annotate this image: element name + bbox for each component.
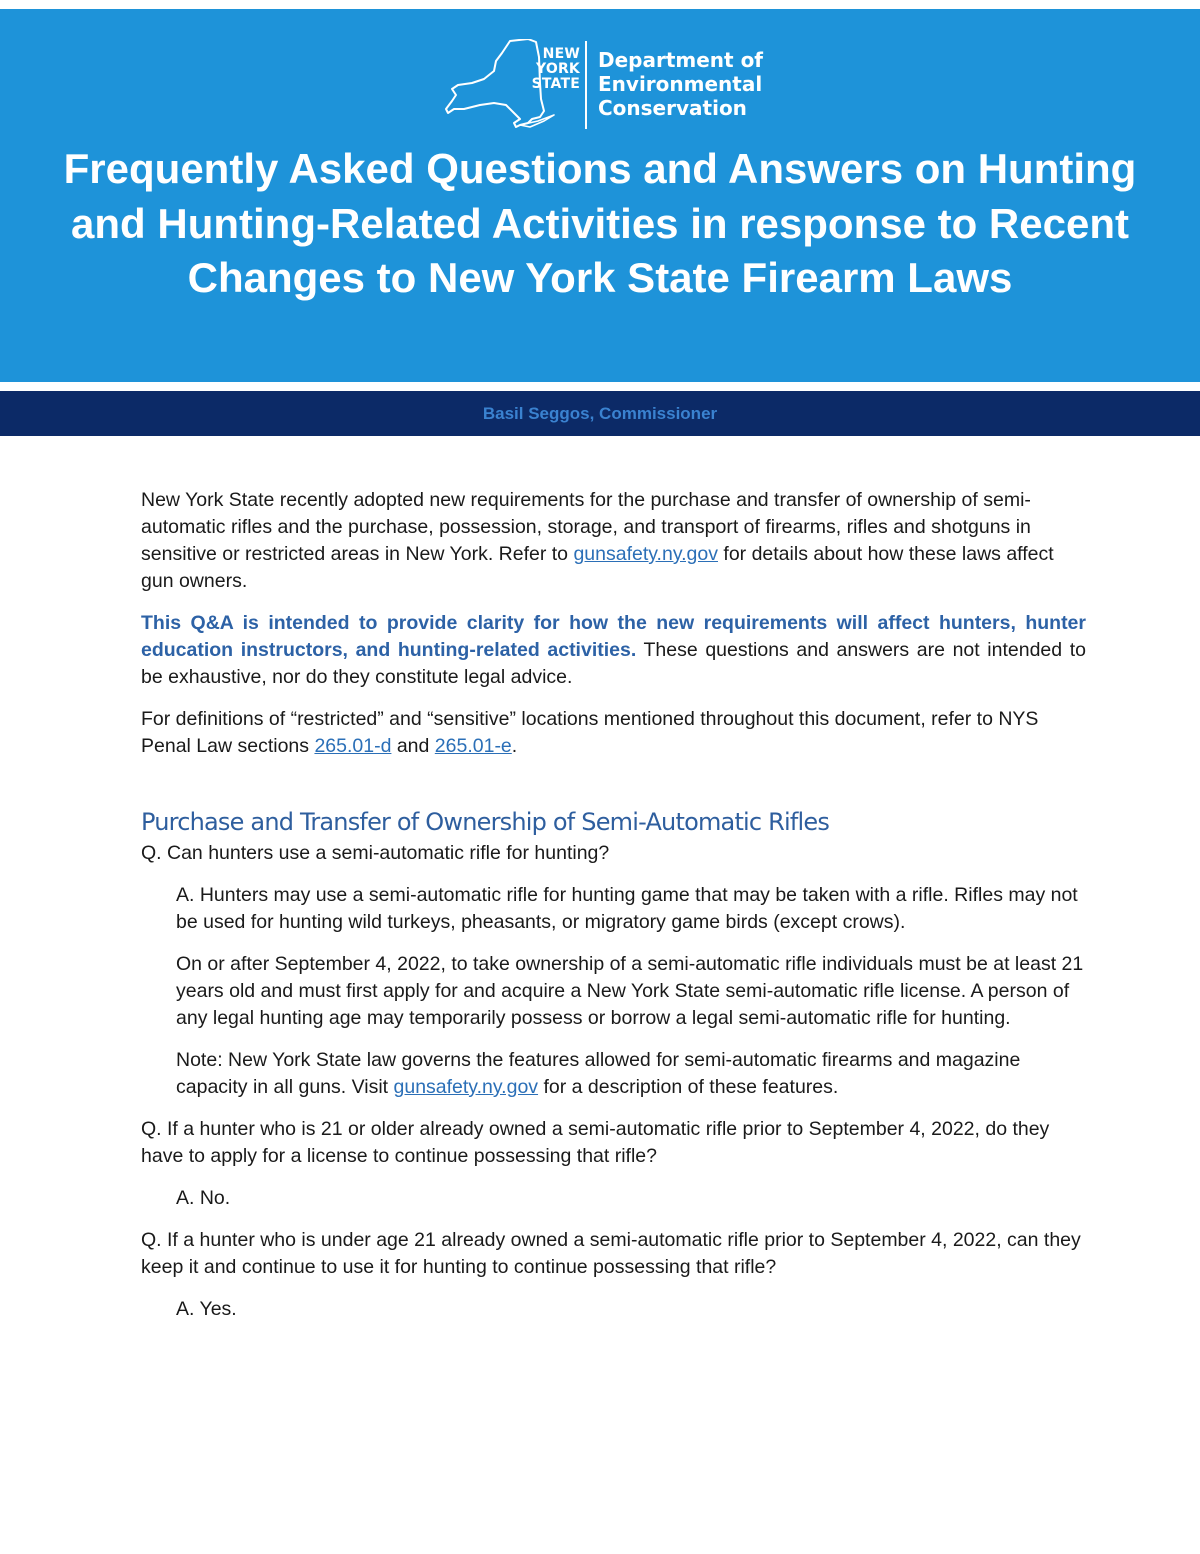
logo-divider xyxy=(585,41,587,129)
gunsafety-link[interactable]: gunsafety.ny.gov xyxy=(573,543,718,565)
penal-law-265-01-e-link[interactable]: 265.01-e xyxy=(434,735,512,757)
answer-3: A. Yes. xyxy=(176,1298,237,1320)
commissioner-name: Basil Seggos, Commissioner xyxy=(482,404,718,423)
nys-dec-logo xyxy=(444,39,764,131)
question-3: Q. If a hunter who is under age 21 already owned a semi-automatic rifle prior to September 4, 2022, can they keep it and continue to use it for hunting to continue possessing that rifle? xyxy=(141,1229,1081,1278)
logo-department-text: Department of Environmental Conservation xyxy=(598,48,764,120)
intro-paragraph: New York State recently adopted new requirements for the purchase and transfer of ownership of semi-automatic rifles and the purchase, possession, storage, and transport of firearms, rifles and shotguns in sensitive or restricted areas in New York. Refer to gunsafety.ny.gov for details about how these laws affect gun owners. xyxy=(141,489,1054,592)
answer-2: A. No. xyxy=(176,1187,231,1209)
definitions-paragraph: For definitions of “restricted” and “sensitive” locations mentioned throughout this document, refer to NYS Penal Law sections 265.01-d and 265.01-e. xyxy=(141,708,1039,757)
question-2: Q. If a hunter who is 21 or older already owned a semi-automatic rifle prior to September 4, 2022, do they have to apply for a license to continue possessing that rifle? xyxy=(141,1118,1050,1167)
answer-1-paragraph-1: A. Hunters may use a semi-automatic rifle for hunting game that may be taken with a rifle. Rifles may not be used for hunting wild turkeys, pheasants, or migratory game birds (except crows). xyxy=(176,884,1078,933)
document-body xyxy=(141,487,1086,1338)
answer-1-note: Note: New York State law governs the features allowed for semi-automatic firearms and magazine capacity in all guns. Visit gunsafety.ny.gov for a description of these features. xyxy=(176,1049,1021,1098)
header-banner xyxy=(0,9,1200,382)
commissioner-band xyxy=(0,391,1200,436)
logo-state-text: NEW YORK STATE xyxy=(531,46,580,92)
page-title: Frequently Asked Questions and Answers on Hunting and Hunting-Related Activities in response to Recent Changes to New York State Firearm Laws xyxy=(63,145,1137,301)
qa-purpose-highlight: This Q&A is intended to provide clarity for how the new requirements will affect hunters, hunter education instructors, and hunting-related activities. xyxy=(141,612,1086,661)
header-gap xyxy=(0,382,1200,391)
section-heading: Purchase and Transfer of Ownership of Semi-Automatic Rifles xyxy=(141,808,830,836)
penal-law-265-01-d-link[interactable]: 265.01-d xyxy=(314,735,392,757)
answer-1-paragraph-2: On or after September 4, 2022, to take ownership of a semi-automatic rifle individuals must be at least 21 years old and must first apply for and acquire a New York State semi-automatic rifle license. A person of any legal hunting age may temporarily possess or borrow a legal semi-automatic rifle for hunting. xyxy=(176,953,1084,1029)
top-margin xyxy=(0,0,1200,9)
qa-purpose-paragraph: This Q&A is intended to provide clarity for how the new requirements will affect hunters, hunter education instructors, and hunting-related activities. These questions and answers are not intended to be exhaustive, nor do they constitute legal advice. xyxy=(141,612,1086,688)
gunsafety-link-2[interactable]: gunsafety.ny.gov xyxy=(393,1076,539,1098)
question-1: Q. Can hunters use a semi-automatic rifle for hunting? xyxy=(141,842,610,864)
